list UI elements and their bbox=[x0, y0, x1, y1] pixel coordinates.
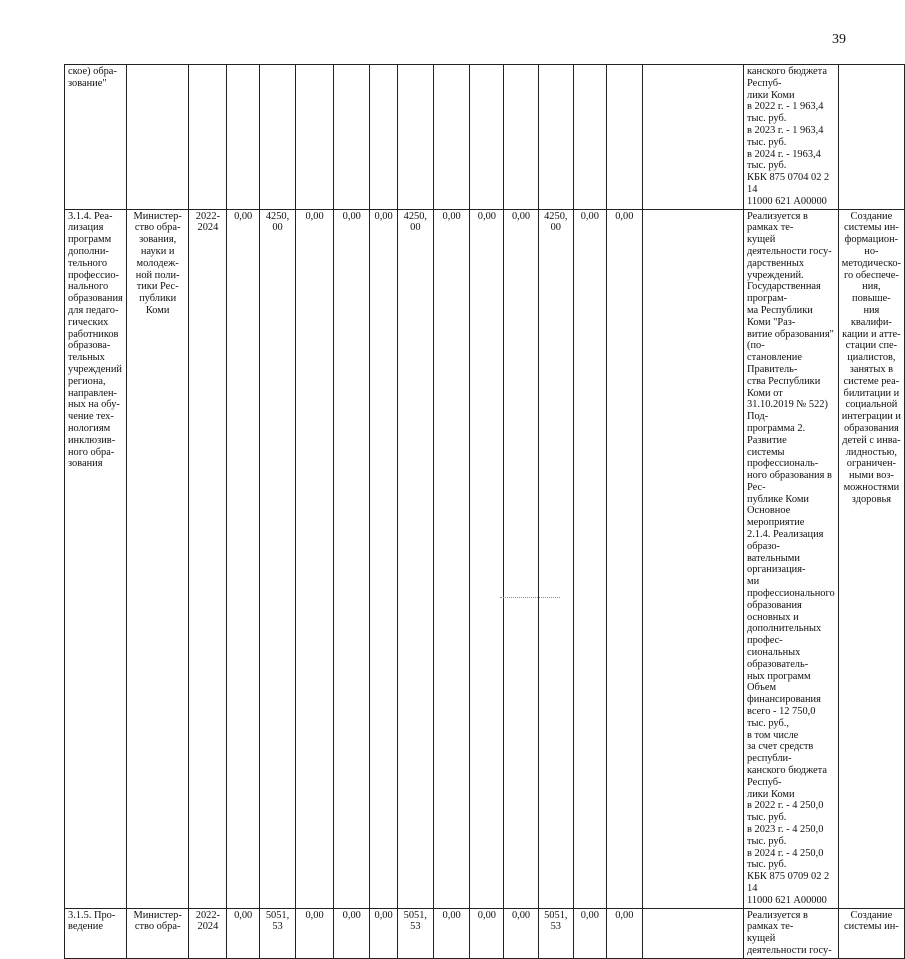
expected-result-cell: Создание системы ин- bbox=[838, 908, 904, 958]
amount-cell: 0,00 bbox=[227, 209, 260, 908]
amount-cell: 0,00 bbox=[370, 209, 397, 908]
amount-cell bbox=[259, 65, 295, 210]
amount-cell bbox=[397, 65, 433, 210]
amount-cell: 0,00 bbox=[334, 209, 370, 908]
amount-cell: 0,00 bbox=[433, 209, 469, 908]
table-row bbox=[65, 209, 905, 908]
table-body bbox=[65, 65, 905, 959]
amount-cell: 0,00 bbox=[504, 908, 538, 958]
amount-cell bbox=[643, 908, 744, 958]
expected-result-cell: Создание системы ин- формацион- но- методическо- го обеспече- ния, повыше- ния квалифи- кации и атте- стации спе- циалистов, занятых в системе реа- билитации и социальной интеграции и образования детей с инва- лидностью, ограничен- ными воз- можностями здоровья bbox=[838, 209, 904, 908]
amount-cell bbox=[296, 65, 334, 210]
scan-artifact bbox=[500, 597, 560, 600]
amount-cell bbox=[470, 65, 504, 210]
executor-cell: Министер- ство обра- bbox=[126, 908, 189, 958]
amount-cell: 4250, 00 bbox=[397, 209, 433, 908]
executor-cell bbox=[126, 65, 189, 210]
table-row bbox=[65, 908, 905, 958]
amount-cell bbox=[227, 65, 260, 210]
amount-cell: 0,00 bbox=[370, 908, 397, 958]
amount-cell: 0,00 bbox=[606, 908, 642, 958]
description-cell: Реализуется в рамках те- кущей деятельности госу- дарственных учреждений. Государственная програм- ма Республики Коми "Раз- витие образования" (по- становление Правитель- ства Республики Коми от 31.10.2019 № 522) Под- программа 2. Развитие системы профессиональ- ного образования в Рес- публике Коми Основное мероприятие 2.1.4. Реализация образо- вательными организация- ми профессионального образования основных и дополнительных профес- сиональных образователь- ных программ Объем финансирования всего - 12 750,0 тыс. руб., в том числе за счет средств республи- канского бюджета Респуб- лики Коми в 2022 г. - 4 250,0 тыс. руб. в 2023 г. - 4 250,0 тыс. руб. в 2024 г. - 4 250,0 тыс. руб. КБК 875 0709 02 2 14 11000 621 А00000 bbox=[744, 209, 839, 908]
period-cell: 2022- 2024 bbox=[189, 209, 227, 908]
table-row bbox=[65, 65, 905, 210]
amount-cell bbox=[334, 65, 370, 210]
period-cell: 2022- 2024 bbox=[189, 908, 227, 958]
amount-cell bbox=[370, 65, 397, 210]
description-cell: канского бюджета Респуб- лики Коми в 2022 г. - 1 963,4 тыс. руб. в 2023 г. - 1 963,4 тыс. руб. в 2024 г. - 1963,4 тыс. руб. КБК 875 0704 02 2 14 11000 621 А00000 bbox=[744, 65, 839, 210]
amount-cell bbox=[574, 65, 607, 210]
amount-cell: 5051, 53 bbox=[397, 908, 433, 958]
period-cell bbox=[189, 65, 227, 210]
amount-cell: 0,00 bbox=[574, 209, 607, 908]
amount-cell bbox=[433, 65, 469, 210]
amount-cell: 0,00 bbox=[296, 908, 334, 958]
page-number: 39 bbox=[832, 32, 846, 47]
amount-cell: 4250, 00 bbox=[259, 209, 295, 908]
measure-name-cell: 3.1.5. Про- ведение bbox=[65, 908, 127, 958]
amount-cell: 0,00 bbox=[470, 908, 504, 958]
amount-cell: 0,00 bbox=[296, 209, 334, 908]
amount-cell bbox=[606, 65, 642, 210]
amount-cell: 0,00 bbox=[606, 209, 642, 908]
amount-cell: 0,00 bbox=[334, 908, 370, 958]
amount-cell bbox=[643, 209, 744, 908]
amount-cell: 0,00 bbox=[470, 209, 504, 908]
amount-cell: 4250, 00 bbox=[538, 209, 573, 908]
description-cell: Реализуется в рамках те- кущей деятельности госу- bbox=[744, 908, 839, 958]
expected-result-cell bbox=[838, 65, 904, 210]
amount-cell: 0,00 bbox=[227, 908, 260, 958]
amount-cell bbox=[643, 65, 744, 210]
measure-name-cell: ское) обра- зование" bbox=[65, 65, 127, 210]
measures-table bbox=[64, 64, 905, 959]
amount-cell: 5051, 53 bbox=[538, 908, 573, 958]
amount-cell bbox=[538, 65, 573, 210]
executor-cell: Министер- ство обра- зования, науки и молодеж- ной поли- тики Рес- публики Коми bbox=[126, 209, 189, 908]
measure-name-cell: 3.1.4. Реа- лизация программ дополни- тельного профессио- нального образования для педаго- гических работников образова- тельных учреждений региона, направлен- ных на обу- чение тех- нологиям инклюзив- ного обра- зования bbox=[65, 209, 127, 908]
amount-cell bbox=[504, 65, 538, 210]
amount-cell: 5051, 53 bbox=[259, 908, 295, 958]
amount-cell: 0,00 bbox=[574, 908, 607, 958]
amount-cell: 0,00 bbox=[504, 209, 538, 908]
amount-cell: 0,00 bbox=[433, 908, 469, 958]
